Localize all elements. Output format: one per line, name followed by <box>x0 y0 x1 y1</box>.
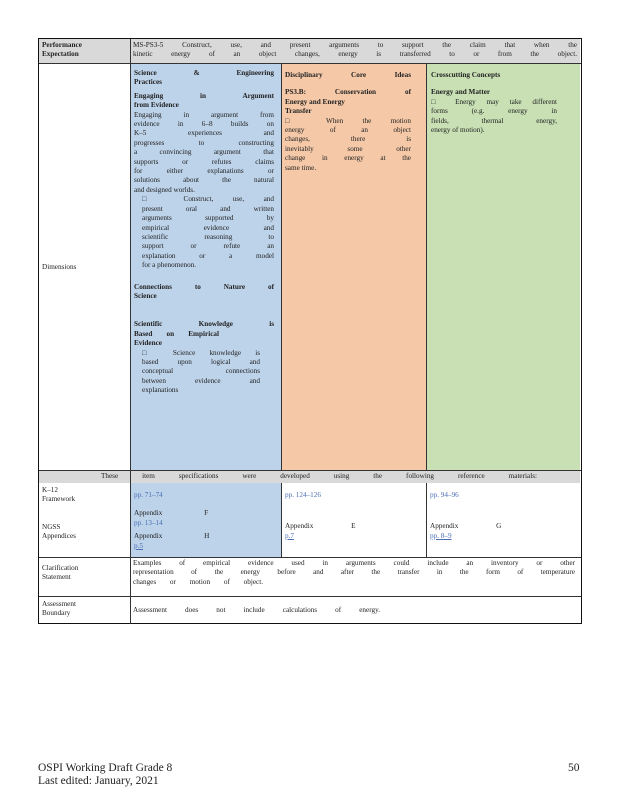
ccc-line: fields, thermal energy, <box>431 116 557 125</box>
sep-body-line: K–5 experiences and <box>134 129 274 138</box>
sep-body-line: and designed worlds. <box>134 185 195 194</box>
clarification-label: Clarification Statement <box>42 564 79 582</box>
pe-text-line1: MS-PS3-5 Construct, use, and present arguments to support the claim that when the <box>133 41 577 49</box>
sep-body-line: supports or refutes claims <box>134 157 274 166</box>
sep-bullet-line: explanation or a model <box>142 251 274 260</box>
dci-line: same time. <box>285 163 317 172</box>
sep-body-line: a convincing argument that <box>134 148 274 157</box>
sep-body-line: for either explanations or <box>134 167 274 176</box>
ccc-content: Crosscutting Concepts Energy and Matter □ Energy may take different forms (e.g. energy in fields, thermal energy, energy of motion). <box>431 71 557 135</box>
sep-sk-line: based upon logical and <box>142 357 260 366</box>
ref-dci-pages-link[interactable]: pp. 124–126 <box>285 491 321 499</box>
dci-line: □ When the motion <box>285 116 411 125</box>
sep-body-line: solutions about the natural <box>134 176 274 185</box>
ngss-label: NGSS Appendices <box>42 523 76 541</box>
ref-ccc-appendix-g-link[interactable]: pp. 8–9 <box>430 531 452 540</box>
dci-line: change in energy at the <box>285 154 411 163</box>
ref-sep-content: pp. 71–74 Appendix F pp. 13–14 Appendix H p.5 <box>134 491 274 551</box>
assessment-label: Assessment Boundary <box>42 600 76 618</box>
pe-label: Performance Expectation <box>42 41 82 59</box>
sep-content: Science & Engineering Practices Engaging in Argument from Evidence Engaging in argument from evidence in 6–8 builds on K–5 experiences and progresses to constructing a convincing argument that supports or refutes claims for either explanations or solutions about the natural and designed worlds. □ Construct, use, and present oral and written arguments supported by empirical evidence and scientific reasoning to support or refute an explanation or a model for a phenomenon. Connections to Nature of Science Scientific Knowledge is Based on Empirical Evidence □ Science knowledge is based upon logical and conceptual connections between evidence and explanations <box>134 69 274 395</box>
reference-banner-text: These item specifications were developed using the following reference materials: <box>101 472 537 480</box>
sep-body-line: progresses to constructing <box>134 138 274 147</box>
sep-bullet-line: support or refute an <box>142 242 274 251</box>
dci-line: energy of an object <box>285 126 411 135</box>
ccc-line: □ Energy may take different <box>431 97 557 106</box>
ref-sep-appendix-f-link[interactable]: pp. 13–14 <box>134 518 163 527</box>
dci-content: Disciplinary Core Ideas PS3.B: Conservation of Energy and Energy Transfer □ When the motion energy of an object changes, there is inevitably some other change in energy at the same time. <box>285 71 411 172</box>
sep-body-line: Engaging in argument from <box>134 110 274 119</box>
dci-line: changes, there is <box>285 135 411 144</box>
ref-sep-appendix-h-link[interactable]: p.5 <box>134 541 143 550</box>
sep-bullet-line: for a phenomenon. <box>142 261 197 270</box>
footer-left: OSPI Working Draft Grade 8 Last edited: January, 2021 <box>38 762 173 787</box>
sep-body-line: evidence in 6–8 builds on <box>134 120 274 129</box>
dimensions-label: Dimensions <box>42 263 77 271</box>
ref-dci-content: pp. 124–126 Appendix E p.7 <box>285 491 415 541</box>
sep-bullet-line: present oral and written <box>142 204 274 213</box>
sep-bullet-line: arguments supported by <box>142 214 274 223</box>
dci-line: inevitably some other <box>285 144 411 153</box>
sep-bullet-line: □ Construct, use, and <box>142 195 274 204</box>
ccc-line: forms (e.g. energy in <box>431 107 557 116</box>
ref-sep-pages-link[interactable]: pp. 71–74 <box>134 491 163 499</box>
ref-dci-appendix-e-link[interactable]: p.7 <box>285 531 294 540</box>
sep-sk2: Based on Empirical <box>134 329 219 338</box>
sep-sk-line: conceptual connections <box>142 367 260 376</box>
pe-text-line2: kinetic energy of an object changes, energy is transferred to or from the object. <box>133 50 577 58</box>
sep-sk-line: explanations <box>142 386 179 395</box>
sep-sk-line: between evidence and <box>142 376 260 385</box>
page-number: 50 <box>568 762 580 774</box>
clarification-text: Examples of empirical evidence used in arguments could include an inventory or other representation of the energy before and after the transfer in the form of temperature changes or motion of object. <box>133 559 575 586</box>
ref-ccc-pages-link[interactable]: pp. 94–96 <box>430 491 459 499</box>
assessment-text: Assessment does not include calculations of energy. <box>133 606 380 614</box>
item-spec-table <box>38 38 582 624</box>
sep-bullet-line: empirical evidence and <box>142 223 274 232</box>
ref-ccc-content: pp. 94–96 Appendix G pp. 8–9 <box>430 491 570 541</box>
k12-label: K–12 Framework <box>42 486 76 504</box>
sep-bullet-line: scientific reasoning to <box>142 232 274 241</box>
sep-sk-line: □ Science knowledge is <box>142 348 260 357</box>
ccc-line: energy of motion). <box>431 126 485 135</box>
